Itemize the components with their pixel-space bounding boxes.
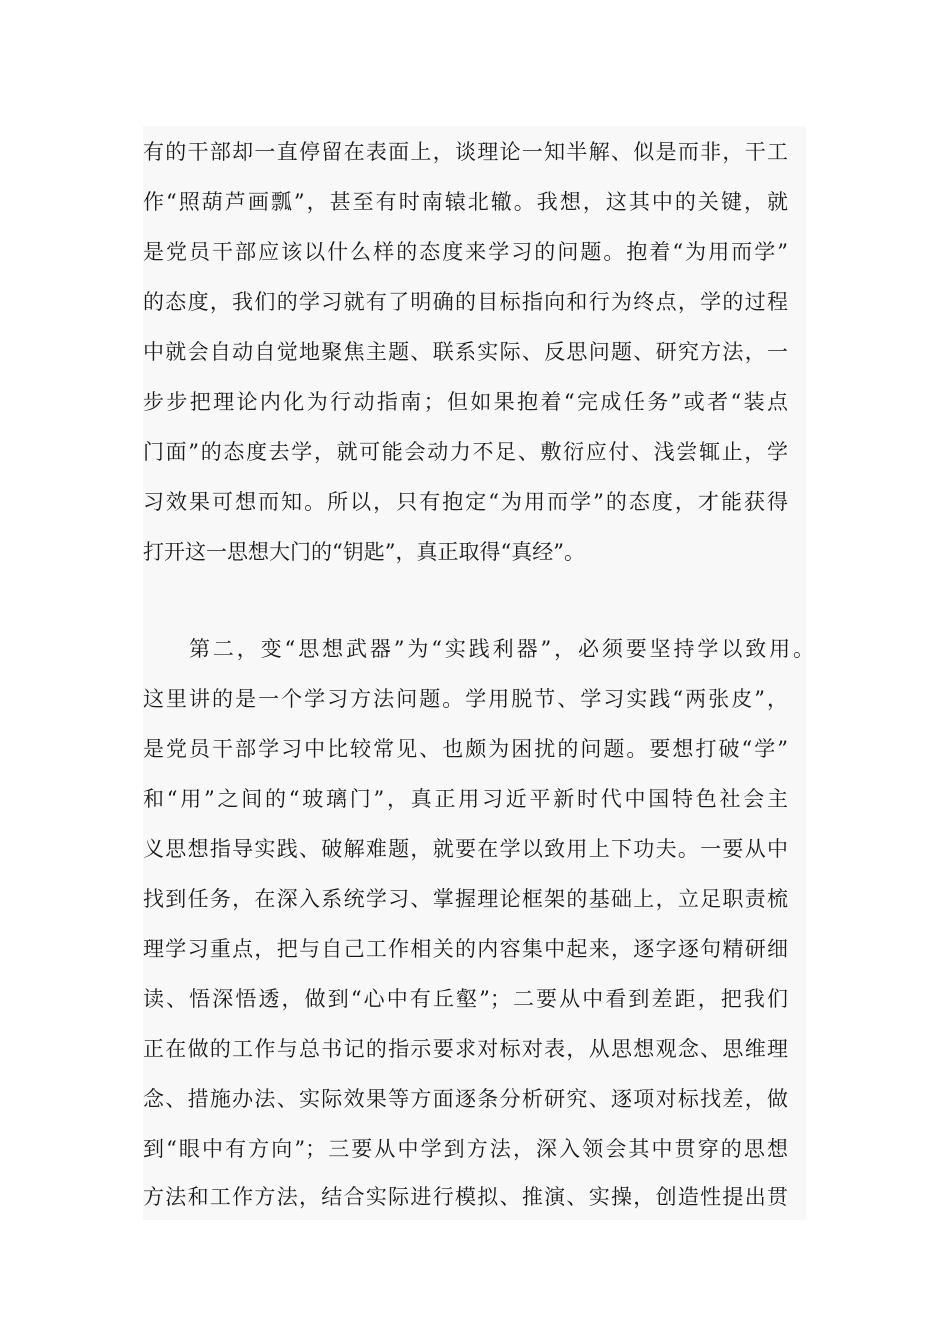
paragraph1-line: 习效果可想而知。所以，只有抱定“为用而学”的态度，才能获得 xyxy=(143,490,788,514)
paragraph2-line: 理学习重点，把与自己工作相关的内容集中起来，逐字逐句精研细 xyxy=(143,937,788,961)
paragraph2-line: 念、措施办法、实际效果等方面逐条分析研究、逐项对标找差，做 xyxy=(143,1087,788,1111)
paragraph1-line: 有的干部却一直停留在表面上，谈理论一知半解、似是而非，干工 xyxy=(143,140,788,164)
paragraph2-line: 和“用”之间的“玻璃门”，真正用习近平新时代中国特色社会主 xyxy=(143,787,788,811)
paragraph1-line: 步步把理论内化为行动指南；但如果抱着“完成任务”或者“装点 xyxy=(143,390,788,414)
paragraph2-line: 到“眼中有方向”；三要从中学到方法，深入领会其中贯穿的思想 xyxy=(143,1137,788,1161)
paragraph2-line: 义思想指导实践、破解难题，就要在学以致用上下功夫。一要从中 xyxy=(143,837,788,861)
paragraph1-line: 门面”的态度去学，就可能会动力不足、敷衍应付、浅尝辄止，学 xyxy=(143,440,788,464)
paragraph2-line: 正在做的工作与总书记的指示要求对标对表，从思想观念、思维理 xyxy=(143,1037,788,1061)
paragraph1-line: 中就会自动自觉地聚焦主题、联系实际、反思问题、研究方法，一 xyxy=(143,340,788,364)
paragraph2-line: 这里讲的是一个学习方法问题。学用脱节、学习实践“两张皮”， xyxy=(143,687,788,711)
paragraph2-line: 方法和工作方法，结合实际进行模拟、推演、实操，创造性提出贯 xyxy=(143,1185,788,1209)
paragraph1-line: 作“照葫芦画瓢”，甚至有时南辕北辙。我想，这其中的关键，就 xyxy=(143,190,788,214)
paragraph1-line: 打开这一思想大门的“钥匙”，真正取得“真经”。 xyxy=(143,540,585,564)
document-text-block xyxy=(143,126,814,1220)
paragraph2-line: 第二，变“思想武器”为“实践利器”，必须要坚持学以致用。 xyxy=(189,637,814,661)
paragraph2-line: 读、悟深悟透，做到“心中有丘壑”；二要从中看到差距，把我们 xyxy=(143,987,788,1011)
paragraph1-line: 是党员干部应该以什么样的态度来学习的问题。抱着“为用而学” xyxy=(143,240,788,264)
paragraph2-line: 是党员干部学习中比较常见、也颇为困扰的问题。要想打破“学” xyxy=(143,737,788,761)
paragraph2-line: 找到任务，在深入系统学习、掌握理论框架的基础上，立足职责梳 xyxy=(143,887,788,911)
paragraph1-line: 的态度，我们的学习就有了明确的目标指向和行为终点，学的过程 xyxy=(143,290,788,314)
